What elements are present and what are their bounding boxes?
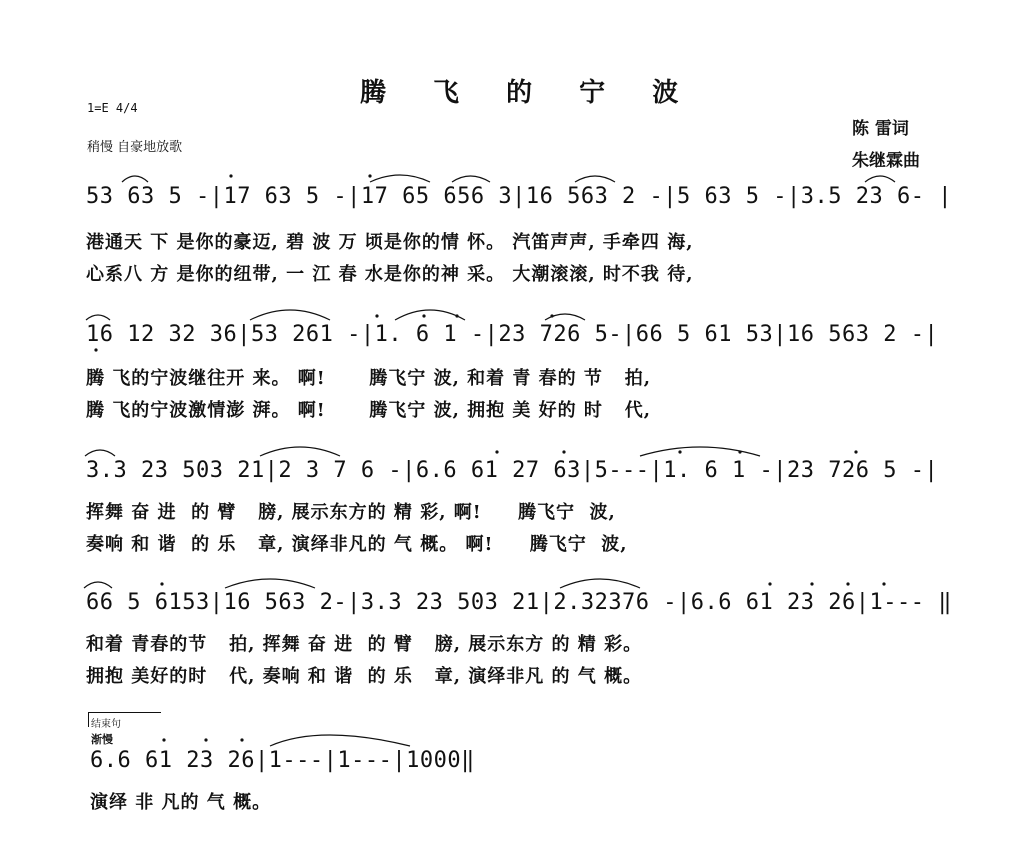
lyrics-line-2-verse-1: 腾 飞的宁波继往开 来。 啊! 腾飞宁 波, 和着 青 春的 节 拍, (86, 368, 651, 389)
notation-line-1: 53 63 5 -|17 63 5 -|17 65 656 3|16 563 2 -|5 63 5 -|3.5 23 6- | (86, 184, 952, 209)
notation-line-2: 16 12 32 36|53 261 -|1. 6 1 -|23 726 5-|66 5 61 53|16 563 2 -| (86, 322, 939, 347)
tempo-marking: 稍慢 自豪地放歌 (87, 140, 183, 155)
key-signature: 1=E 4/4 (87, 101, 138, 115)
composer-credit: 朱继霖曲 (852, 151, 920, 171)
notation-line-3: 3.3 23 503 21|2 3 7 6 -|6.6 61 27 63|5---|1. 6 1 -|23 726 5 -| (86, 458, 939, 483)
lyrics-line-2-verse-2: 腾 飞的宁波激情澎 湃。 啊! 腾飞宁 波, 拥抱 美 好的 时 代, (86, 400, 651, 421)
lyrics-line-1-verse-1: 港通天 下 是你的豪迈, 碧 波 万 顷是你的情 怀。 汽笛声声, 手牵四 海, (86, 232, 694, 253)
notation-line-ending: 6.6 61 23 26|1---|1---|1000‖ (90, 748, 475, 773)
lyrics-line-3-verse-2: 奏响 和 谐 的 乐 章, 演绎非凡的 气 概。 啊! 腾飞宁 波, (86, 534, 628, 555)
ending-label: 结束句 (91, 719, 121, 730)
lyrics-line-4-verse-1: 和着 青春的节 拍, 挥舞 奋 进 的 臂 膀, 展示东方 的 精 彩。 (86, 634, 643, 655)
notation-line-4: 66 5 6153|16 563 2-|3.3 23 503 21|2.32376 -|6.6 61 23 26|1--- ‖ (86, 590, 952, 615)
lyrics-line-1-verse-2: 心系八 方 是你的纽带, 一 江 春 水是你的神 采。 大潮滚滚, 时不我 待, (86, 264, 694, 285)
ending-tempo: 渐慢 (91, 733, 113, 746)
lyrics-line-3-verse-1: 挥舞 奋 进 的 臂 膀, 展示东方的 精 彩, 啊! 腾飞宁 波, (86, 502, 616, 523)
song-title: 腾 飞 的 宁 波 (360, 78, 683, 108)
lyrics-line-4-verse-2: 拥抱 美好的时 代, 奏响 和 谐 的 乐 章, 演绎非凡 的 气 概。 (86, 666, 643, 687)
lyrics-line-ending: 演绎 非 凡的 气 概。 (90, 792, 272, 813)
lyricist-credit: 陈 雷词 (852, 119, 909, 139)
